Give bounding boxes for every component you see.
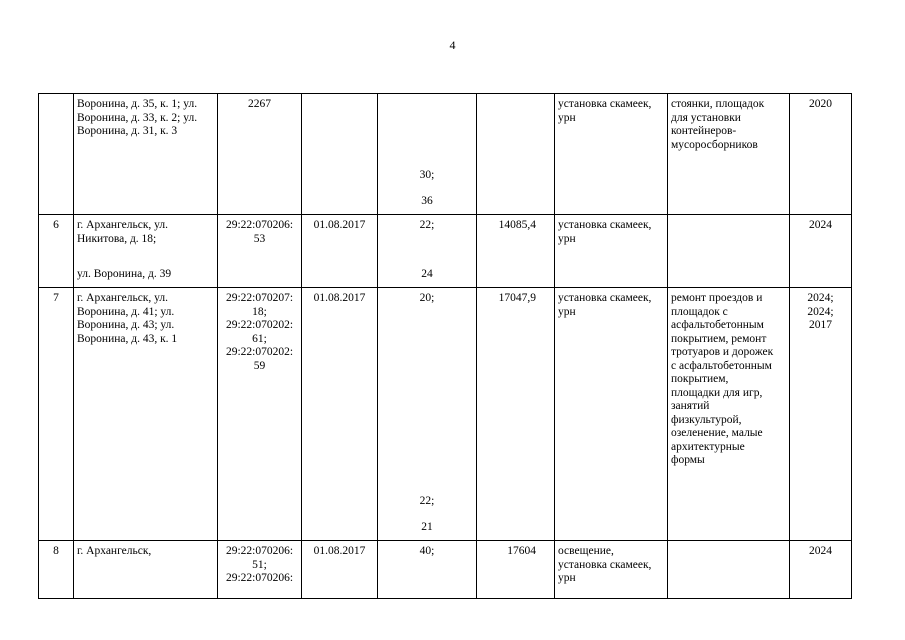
year-value: 2024 [809,219,832,231]
floors-value: 20; [419,292,435,304]
year-value: 2017 [809,319,832,331]
works-line: установка скамеек, [558,98,652,110]
row-number: 6 [53,219,59,231]
works-line: урн [558,232,576,245]
address-line: Никитова, д. 18; [77,232,157,245]
year-value: 2024 [809,545,832,557]
floors-value: 40; [419,545,435,557]
floors-value: 21 [421,520,433,533]
works-line: контейнеров- [671,125,737,137]
area-value: 14085,4 [498,219,536,231]
cadastral-number: 29:22:070206: [225,545,294,557]
works-line: урн [558,305,576,318]
works-line: покрытием, [671,373,729,385]
works-line: площадки для игр, [671,386,763,399]
works-line: установка скамеек, [558,292,652,304]
cadastral-number: 53 [253,232,266,245]
address-line: ул. Воронина, д. 39 [77,267,172,280]
works-line: урн [558,111,576,124]
works-line: физкультурой, [671,413,742,426]
date-cell: 01.08.2017 [313,545,366,557]
works-line: с асфальтобетонным [671,359,772,372]
works-line: установка скамеек, [558,219,652,231]
address-line: Воронина, д. 31, к. 3 [77,125,178,137]
works-line: озеленение, малые [671,427,763,439]
cadastral-number: 51; [252,558,267,571]
date-cell: 01.08.2017 [313,219,366,231]
works-line: покрытием, ремонт [671,332,767,345]
row-number: 8 [53,545,59,557]
cadastral-number: 59 [253,359,266,372]
cadastral-number: 29:22:070206: [225,572,294,584]
document-table [38,93,852,599]
address-line: Воронина, д. 33, к. 2; ул. [77,111,198,124]
cadastral-number: 61; [252,332,267,345]
date-cell: 01.08.2017 [313,292,366,304]
table-row [39,94,852,215]
table-row [39,215,852,288]
address-line: г. Архангельск, ул. [77,292,169,304]
cadastral-number: 18; [252,305,267,318]
area-value: 17604 [507,545,536,557]
address-line: Воронина, д. 43, к. 1 [77,332,178,345]
cadastral-number: 2267 [248,98,271,110]
works-line: ремонт проездов и [671,292,763,304]
works-line: урн [558,572,576,584]
page-number: 4 [449,38,456,52]
cadastral-number: 29:22:070202: [225,319,294,331]
floors-value: 22; [419,219,435,231]
cadastral-number: 29:22:070206: [225,219,294,231]
address-line: г. Архангельск, ул. [77,219,169,231]
floors-value: 24 [421,267,433,280]
works-line: для установки [671,111,741,124]
area-value: 17047,9 [498,292,536,304]
address-line: Воронина, д. 35, к. 1; ул. [77,98,198,110]
works-line: мусоросборников [671,138,758,151]
works-line: формы [671,454,705,466]
works-line: освещение, [558,545,614,557]
address-line: г. Архангельск, [77,545,152,557]
cadastral-number: 29:22:070207: [225,292,294,304]
year-value: 2020 [809,98,832,110]
works-line: занятий [671,400,710,412]
works-line: асфальтобетонным [671,319,764,331]
works-line: установка скамеек, [558,558,652,571]
floors-value: 30; [419,169,435,181]
year-value: 2024; [807,305,834,318]
cadastral-number: 29:22:070202: [225,346,294,358]
works-line: тротуаров и дорожек [671,346,774,358]
address-line: Воронина, д. 41; ул. [77,305,175,318]
floors-value: 22; [419,495,435,507]
year-value: 2024; [807,292,834,304]
address-line: Воронина, д. 43; ул. [77,319,175,331]
table-row [39,288,852,541]
works-line: архитектурные [671,440,745,453]
works-line: стоянки, площадок [671,98,765,110]
row-number: 7 [53,292,59,304]
table-row [39,541,852,599]
works-line: площадок с [671,305,728,318]
floors-value: 36 [421,194,433,207]
